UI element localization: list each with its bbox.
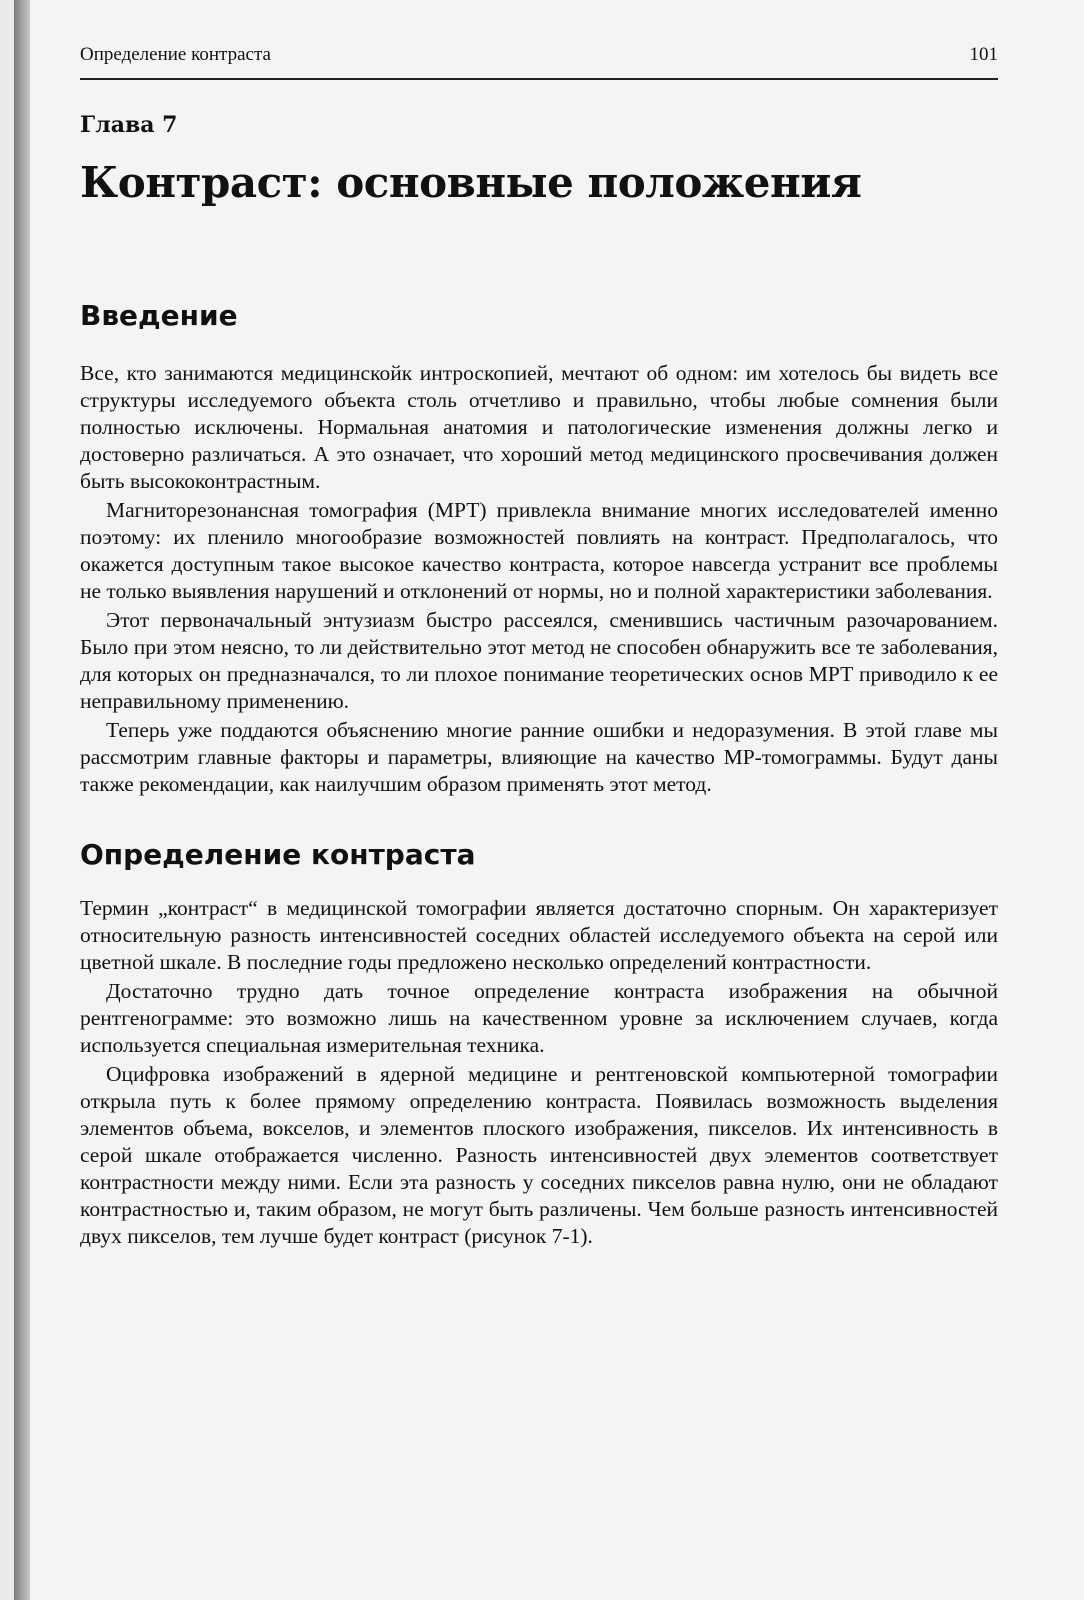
section-contrast-definition — [80, 838, 998, 1250]
section-heading: Введение — [80, 299, 238, 332]
page-number: 101 — [969, 44, 998, 65]
paragraph: Термин „контраст“ в медицинской томографии является достаточно спорным. Он характеризует относительную разность интенсивностей соседних областей исследуемого объекта на серой или цветной шкале. В последние годы предложено несколько определений контрастности. — [80, 896, 998, 974]
chapter-label: Глава 7 — [80, 112, 178, 138]
paragraph: Все, кто занимаются медицинскойк интроскопией, мечтают об одном: им хотелось бы видеть все структуры исследуемого объекта столь отчетливо и правильно, чтобы любые сомнения были полностью исключены. Нормальная анатомия и патологические изменения должны легко и достоверно различаться. А это означает, что хороший метод медицинского просвечивания должен быть высококонтрастным. — [80, 361, 998, 493]
section-heading: Определение контраста — [80, 838, 476, 871]
running-header — [80, 40, 998, 80]
paragraph: Достаточно трудно дать точное определение контраста изображения на обычной рентгенограмме: это возможно лишь на качественном уровне за исключением случаев, когда используется специальная измерительная техника. — [80, 979, 998, 1057]
paragraph: Оцифровка изображений в ядерной медицине и рентгеновской компьютерной томографии открыла путь к более прямому определению контраста. Появилась возможность выделения элементов объема, вокселов, и элементов плоского изображения, пикселов. Их интенсивность в серой шкале отображается численно. Разность интенсивностей двух элементов соответствует контрастности между ними. Если эта разность у соседних пикселов равна нулю, они не обладают контрастностью и, таким образом, не могут быть различены. Чем больше разность интенсивностей двух пикселов, тем лучше будет контраст (рисунок 7-1). — [80, 1062, 998, 1248]
paragraph: Этот первоначальный энтузиазм быстро рассеялся, сменившись частичным разочарованием. Было при этом неясно, то ли действительно этот метод не способен обнаружить все те заболевания, для которых он предназначался, то ли плохое понимание теоретических основ МРТ приводило к ее неправильному применению. — [80, 608, 998, 713]
binding-shadow — [14, 0, 30, 1600]
section-introduction — [80, 299, 998, 798]
chapter-title: Контраст: основные положения — [80, 158, 862, 207]
paragraph: Теперь уже поддаются объяснению многие ранние ошибки и недоразумения. В этой главе мы рассмотрим главные факторы и параметры, влияющие на качество МР-томограммы. Будут даны также рекомендации, как наилучшим образом применять этот метод. — [80, 718, 998, 796]
paragraph: Магниторезонансная томография (МРТ) привлекла внимание многих исследователей именно поэтому: их пленило многообразие возможностей повлиять на контраст. Предполагалось, что окажется доступным такое высокое качество контраста, которое навсегда устранит все проблемы не только выявления нарушений и отклонений от нормы, но и полной характеристики заболевания. — [80, 498, 998, 603]
page-content — [80, 112, 998, 1252]
running-title: Определение контраста — [80, 44, 271, 65]
book-page — [14, 0, 1084, 1600]
